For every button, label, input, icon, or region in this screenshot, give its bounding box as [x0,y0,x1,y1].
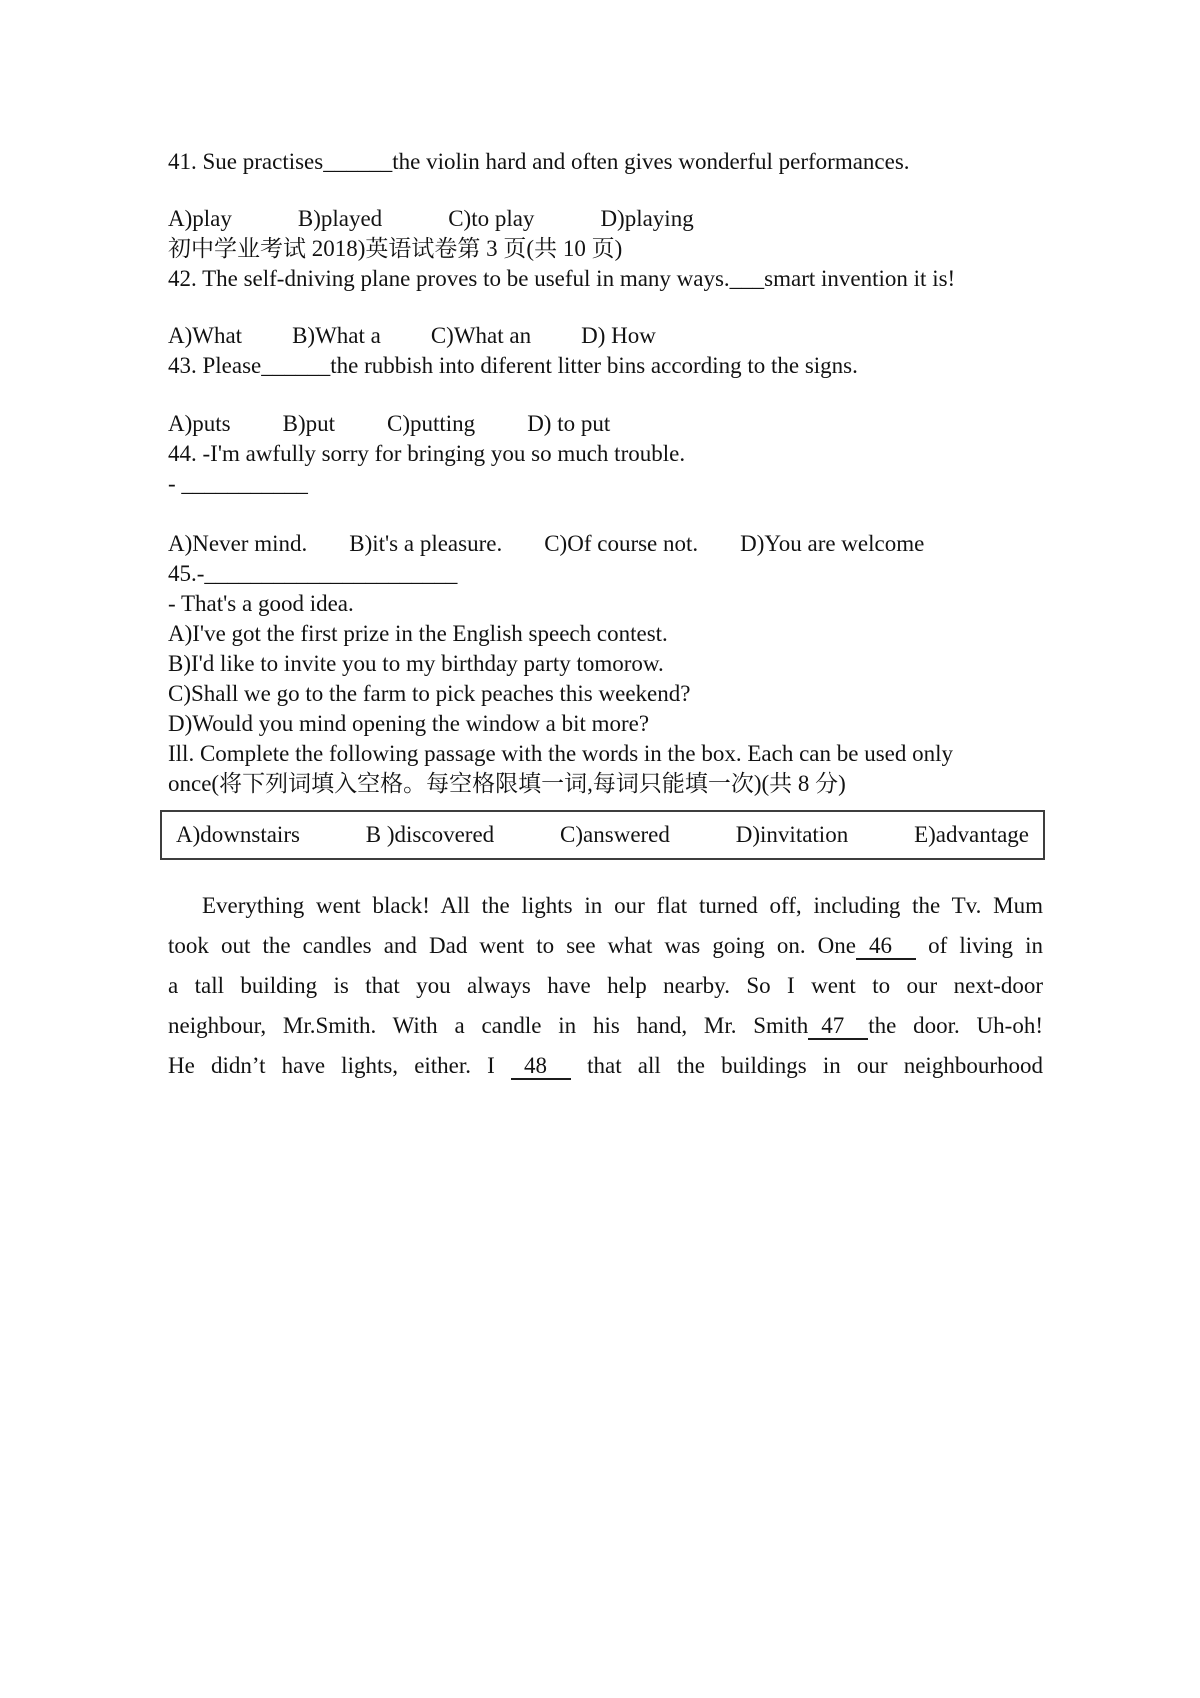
question-44-response-blank: - ___________ [168,471,308,496]
option-c: C)putting [387,411,476,436]
question-45-option-d: D)Would you mind opening the window a bit more? [168,711,650,736]
word-bank-option-a: A)downstairs [176,822,300,847]
option-c: C)to play [448,206,535,231]
cloze-blank-number: 47 [808,1013,868,1040]
question-42-stem: 42. The self-dniving plane proves to be useful in many ways.___smart invention it is! [168,266,956,291]
cloze-blank-number: 48 [511,1053,571,1080]
question-45-option-b: B)I'd like to invite you to my birthday party tomorow. [168,651,664,676]
question-45-option-a: A)I've got the first prize in the English speech contest. [168,621,668,646]
word-bank-option-d: D)invitation [735,822,849,847]
option-d: D)playing [600,206,694,231]
option-a: A)What [168,323,243,348]
question-45-stem: 45.-______________________ [168,561,458,586]
passage-line: took out the candles and Dad went to see what was going on. One 46 of living in [168,933,1043,958]
option-c: C)What an [430,323,532,348]
question-43-options [168,409,1043,439]
option-a: A)Never mind. [168,531,308,556]
question-41-options [168,204,1043,234]
question-44-stem: 44. -I'm awfully sorry for bringing you so much trouble. [168,441,686,466]
word-bank-option-b: B )discovered [365,822,495,847]
cloze-passage [168,886,1043,1086]
passage-line: Everything went black! All the lights in our flat turned off, including the Tv. Mum [202,893,1043,918]
option-b: B)played [297,206,383,231]
option-d: D) to put [527,411,611,436]
question-45-option-c: C)Shall we go to the farm to pick peaches this weekend? [168,681,691,706]
option-b: B)it's a pleasure. [349,531,503,556]
option-b: B)What a [292,323,381,348]
cloze-blank-number: 46 [856,933,916,960]
question-44-options [168,529,1043,559]
question-42-options [168,321,1043,351]
option-d: D)You are welcome [740,531,925,556]
word-bank-option-c: C)answered [560,822,670,847]
question-43-stem: 43. Please______the rubbish into diferent litter bins according to the signs. [168,353,858,378]
page-footer-note: 初中学业考试 2018)英语试卷第 3 页(共 10 页) [168,236,623,261]
passage-line: He didn’t have lights, either. I 48 that all the buildings in our neighbourhood [168,1053,1043,1078]
option-b: B)put [282,411,336,436]
passage-line: neighbour, Mr.Smith. With a candle in his hand, Mr. Smith 47 the door. Uh-oh! [168,1013,1043,1038]
section-iii-instruction-cn: once(将下列词填入空格。每空格限填一词,每词只能填一次)(共 8 分) [168,771,846,796]
question-41-stem: 41. Sue practises______the violin hard and often gives wonderful performances. [168,149,910,174]
option-d: D) How [581,323,656,348]
option-a: A)puts [168,411,231,436]
question-45-response: - That's a good idea. [168,591,354,616]
passage-line: a tall building is that you always have help nearby. So I went to our next-door [168,973,1043,998]
word-bank-box [160,810,1045,860]
option-a: A)play [168,206,232,231]
section-iii-instruction-en: Ill. Complete the following passage with the words in the box. Each can be used only [168,741,954,766]
word-bank-option-e: E)advantage [914,822,1029,847]
option-c: C)Of course not. [544,531,699,556]
